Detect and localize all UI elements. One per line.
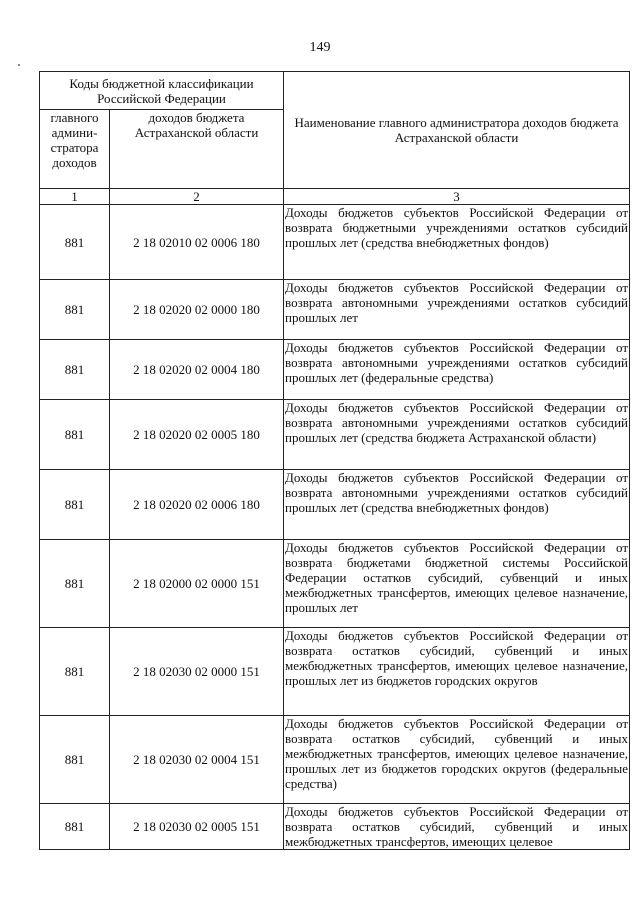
revenue-code-cell: 2 18 02020 02 0000 180 [110, 280, 284, 340]
revenue-code-cell: 2 18 02020 02 0006 180 [110, 470, 284, 540]
revenue-name-cell: Доходы бюджетов субъектов Российской Федерации от возврата остатков субсидий, субвенций и иных межбюджетных трансфертов, имеющих целевое назначение, прошлых лет из бюджетов городских округов (федеральные средства) [284, 716, 630, 804]
revenue-code-cell: 2 18 02030 02 0005 151 [110, 804, 284, 850]
admin-code-cell: 881 [40, 716, 110, 804]
revenue-name-cell: Доходы бюджетов субъектов Российской Федерации от возврата автономными учреждениями остатков субсидий прошлых лет [284, 280, 630, 340]
header-col1-title: главного админи-стратора доходов [40, 110, 110, 189]
revenue-code-cell: 2 18 02000 02 0000 151 [110, 540, 284, 628]
table-row [40, 205, 630, 280]
admin-code-cell: 881 [40, 205, 110, 280]
revenue-code-cell: 2 18 02020 02 0005 180 [110, 400, 284, 470]
col-number-1: 1 [40, 189, 110, 205]
table-row [40, 540, 630, 628]
revenue-name-cell: Доходы бюджетов субъектов Российской Федерации от возврата автономными учреждениями остатков субсидий прошлых лет (средства внебюджетных фондов) [284, 470, 630, 540]
scan-mark [18, 64, 20, 66]
col-number-3: 3 [284, 189, 630, 205]
header-col2-title: доходов бюджета Астраханской области [110, 110, 284, 189]
revenue-name-cell: Доходы бюджетов субъектов Российской Федерации от возврата бюджетными учреждениями остатков субсидий прошлых лет (средства внебюджетных фондов) [284, 205, 630, 280]
table-header-row [40, 72, 630, 110]
table-row [40, 716, 630, 804]
table-row [40, 628, 630, 716]
header-group-title: Коды бюджетной классификации Российской Федерации [40, 72, 284, 110]
budget-classification-table [39, 71, 630, 850]
revenue-code-cell: 2 18 02020 02 0004 180 [110, 340, 284, 400]
admin-code-cell: 881 [40, 340, 110, 400]
revenue-name-cell: Доходы бюджетов субъектов Российской Федерации от возврата автономными учреждениями остатков субсидий прошлых лет (федеральные средства) [284, 340, 630, 400]
column-number-row [40, 189, 630, 205]
admin-code-cell: 881 [40, 280, 110, 340]
revenue-code-cell: 2 18 02030 02 0000 151 [110, 628, 284, 716]
admin-code-cell: 881 [40, 470, 110, 540]
revenue-name-cell: Доходы бюджетов субъектов Российской Федерации от возврата автономными учреждениями остатков субсидий прошлых лет (средства бюджета Астраханской области) [284, 400, 630, 470]
admin-code-cell: 881 [40, 628, 110, 716]
revenue-name-cell [284, 804, 630, 850]
admin-code-cell: 881 [40, 540, 110, 628]
page-number: 149 [309, 40, 331, 55]
revenue-name-cell: Доходы бюджетов субъектов Российской Федерации от возврата бюджетами бюджетной системы Российской Федерации остатков субсидий, субвенций и иных межбюджетных трансфертов, имеющих целевое назначение, прошлых лет [284, 540, 630, 628]
revenue-name-text: Доходы бюджетов субъектов Российской Федерации от возврата остатков субсидий, субвенций и иных межбюджетных трансфертов, имеющих целевое [285, 804, 629, 848]
header-col3-title: Наименование главного администратора доходов бюджета Астраханской области [284, 72, 630, 189]
table-row [40, 400, 630, 470]
table-row [40, 470, 630, 540]
revenue-code-cell: 2 18 02010 02 0006 180 [110, 205, 284, 280]
revenue-code-cell: 2 18 02030 02 0004 151 [110, 716, 284, 804]
admin-code-cell: 881 [40, 804, 110, 850]
table-row [40, 280, 630, 340]
col-number-2: 2 [110, 189, 284, 205]
admin-code-cell: 881 [40, 400, 110, 470]
table-row [40, 804, 630, 850]
table-row [40, 340, 630, 400]
revenue-name-cell: Доходы бюджетов субъектов Российской Федерации от возврата остатков субсидий, субвенций и иных межбюджетных трансфертов, имеющих целевое назначение, прошлых лет из бюджетов городских округов [284, 628, 630, 716]
